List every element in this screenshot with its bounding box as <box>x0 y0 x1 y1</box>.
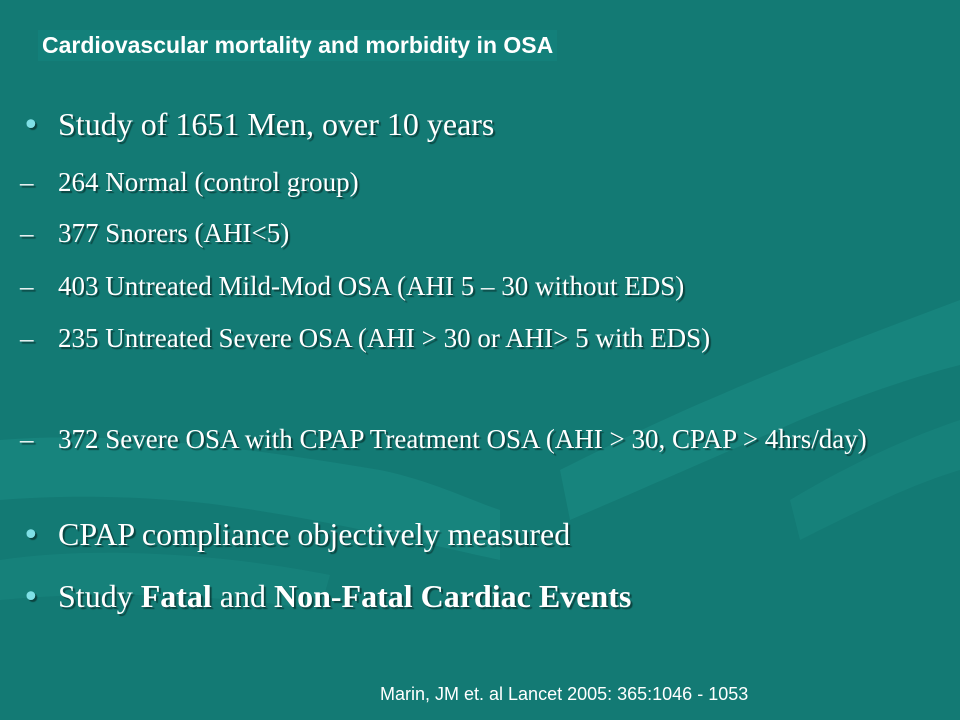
bullet-text-part: Study <box>58 578 141 614</box>
citation: Marin, JM et. al Lancet 2005: 365:1046 - 1053 <box>380 684 749 704</box>
dash-marker: – <box>20 323 34 353</box>
sub-item-text: 403 Untreated Mild-Mod OSA (AHI 5 – 30 without EDS) <box>58 271 685 301</box>
dash-marker: – <box>20 424 34 454</box>
sub-item-text: 372 Severe OSA with CPAP Treatment OSA (AHI > 30, CPAP > 4hrs/day) <box>58 424 867 454</box>
bullet-text: Study of 1651 Men, over 10 years <box>58 106 495 142</box>
bullet-cpap-compliance <box>22 516 570 553</box>
dash-marker: – <box>20 167 34 197</box>
bullet-text-bold-nonfatal: Non-Fatal Cardiac Events <box>273 578 632 614</box>
bullet-marker: • <box>22 580 40 615</box>
dash-marker: – <box>20 271 34 301</box>
bullet-text-part: and <box>211 578 274 614</box>
sub-item-text: 264 Normal (control group) <box>58 167 359 197</box>
bullet-study-overview <box>22 106 494 143</box>
sub-item-mild-mod-osa <box>20 267 920 305</box>
sub-item-severe-osa-cpap <box>20 420 890 458</box>
bullet-text-bold-fatal: Fatal <box>140 578 212 614</box>
slide-title: Cardiovascular mortality and morbidity in OSA <box>38 30 557 61</box>
sub-item-severe-osa <box>20 319 860 357</box>
bullet-marker: • <box>22 518 40 553</box>
sub-item-snorers <box>20 214 920 252</box>
dash-marker: – <box>20 218 34 248</box>
sub-item-text: 377 Snorers (AHI<5) <box>58 218 290 248</box>
bullet-marker: • <box>22 108 40 143</box>
bullet-text <box>22 578 631 615</box>
sub-item-normal <box>20 163 920 201</box>
sub-item-text: 235 Untreated Severe OSA (AHI > 30 or AHI> 5 with EDS) <box>58 323 711 353</box>
bullet-text: CPAP compliance objectively measured <box>58 516 571 552</box>
bullet-cardiac-events <box>22 578 631 615</box>
